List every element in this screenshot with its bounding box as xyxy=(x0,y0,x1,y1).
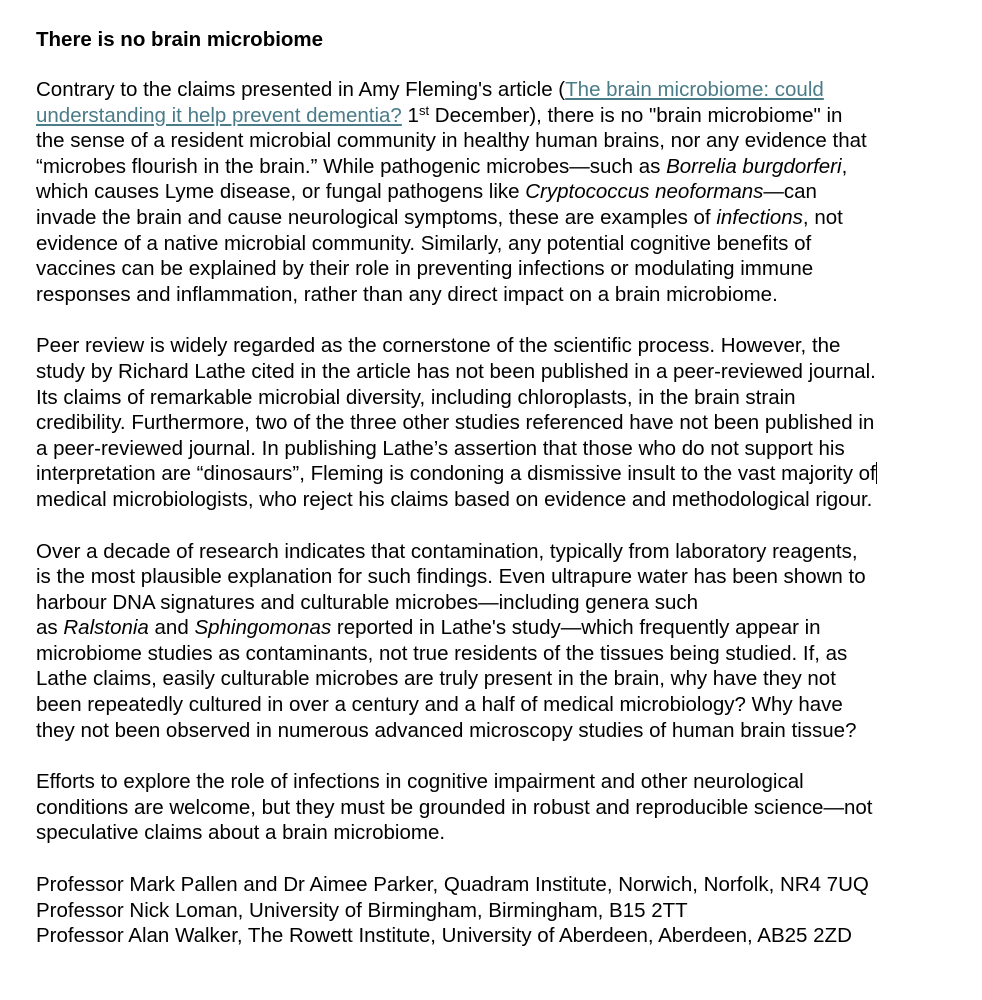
paragraph-1-line xyxy=(36,154,962,180)
text-run: which causes Lyme disease, or fungal pathogens like xyxy=(36,180,526,204)
article-link-continued[interactable]: understanding it help prevent dementia? xyxy=(36,103,402,127)
signature-line: Professor Alan Walker, The Rowett Institute, University of Aberdeen, Aberdeen, AB25 2ZD xyxy=(36,924,852,948)
paragraph-4-line: conditions are welcome, but they must be grounded in robust and reproducible science—not xyxy=(36,795,873,819)
paragraph-1-line: evidence of a native microbial community. Similarly, any potential cognitive benefits of xyxy=(36,231,812,255)
paragraph-4 xyxy=(36,769,962,846)
paragraph-1-line: vaccines can be explained by their role in preventing infections or modulating immune xyxy=(36,257,814,281)
paragraph-3 xyxy=(36,539,962,744)
ordinal-suffix: st xyxy=(418,102,430,118)
paragraph-2-line: study by Richard Lathe cited in the article has not been published in a peer-reviewed journal. xyxy=(36,359,876,383)
paragraph-1 xyxy=(36,77,962,307)
paragraph-1-line xyxy=(36,205,962,231)
paragraph-3-line: microbiome studies as contaminants, not true residents of the tissues being studied. If, as xyxy=(36,641,848,665)
paragraph-3-line: Over a decade of research indicates that contamination, typically from laboratory reagents, xyxy=(36,539,858,563)
paragraph-1-line: responses and inflammation, rather than any direct impact on a brain microbiome. xyxy=(36,282,778,306)
paragraph-2-line: credibility. Furthermore, two of the three other studies referenced have not been published in xyxy=(36,411,875,435)
signature-line: Professor Nick Loman, University of Birmingham, Birmingham, B15 2TT xyxy=(36,898,688,922)
text-run: invade the brain and cause neurological symptoms, these are examples of xyxy=(36,205,717,229)
emphasis-italic: infections xyxy=(716,205,803,229)
text-run: as xyxy=(36,616,64,640)
paragraph-3-line: is the most plausible explanation for such findings. Even ultrapure water has been shown to xyxy=(36,565,866,589)
text-run: , not xyxy=(802,205,843,229)
text-run: “microbes flourish in the brain.” While pathogenic microbes—such as xyxy=(36,154,667,178)
letter-title: There is no brain microbiome xyxy=(36,28,324,51)
text-run: reported in Lathe's study—which frequently appear in xyxy=(331,616,821,640)
paragraph-1-line xyxy=(36,179,962,205)
paragraph-2-line: a peer-reviewed journal. In publishing Lathe’s assertion that those who do not support his xyxy=(36,436,845,460)
paragraph-1-line xyxy=(36,77,962,103)
paragraph-1-line: the sense of a resident microbial community in healthy human brains, nor any evidence that xyxy=(36,129,867,153)
genus-name-italic: Sphingomonas xyxy=(194,616,332,640)
paragraph-2-line: Peer review is widely regarded as the cornerstone of the scientific process. However, the xyxy=(36,334,841,358)
text-run: and xyxy=(148,616,195,640)
paragraph-3-line xyxy=(36,615,962,641)
text-run: —can xyxy=(763,180,817,204)
paragraph-2-line: Its claims of remarkable microbial diversity, including chloroplasts, in the brain strain xyxy=(36,385,796,409)
article-link[interactable]: The brain microbiome: could xyxy=(565,78,824,101)
paragraph-4-line: speculative claims about a brain microbiome. xyxy=(36,821,446,845)
paragraph-3-line: been repeatedly cultured in over a century and a half of medical microbiology? Why have xyxy=(36,693,843,717)
paragraph-3-line: harbour DNA signatures and culturable microbes—including genera such xyxy=(36,590,699,614)
paragraph-3-line: they not been observed in numerous advanced microscopy studies of human brain tissue? xyxy=(36,718,857,742)
paragraph-3-line: Lathe claims, easily culturable microbes are truly present in the brain, why have they not xyxy=(36,667,836,691)
signature-line: Professor Mark Pallen and Dr Aimee Parker, Quadram Institute, Norwich, Norfolk, NR4 7UQ xyxy=(36,873,869,897)
species-name-italic: Borrelia burgdorferi xyxy=(666,154,842,178)
paragraph-2-line: medical microbiologists, who reject his claims based on evidence and methodological rigour. xyxy=(36,487,873,511)
text-run: , xyxy=(841,154,848,178)
text-run: interpretation are “dinosaurs”, Fleming is condoning a dismissive insult to the vast majority of xyxy=(36,462,876,486)
paragraph-2-line xyxy=(36,461,962,487)
text-cursor xyxy=(876,462,877,484)
paragraph-1-line xyxy=(36,103,962,129)
signatures-block xyxy=(36,872,962,949)
text-run: 1 xyxy=(401,103,419,127)
text-run: December), there is no "brain microbiome" in xyxy=(429,103,843,127)
species-name-italic: Cryptococcus neoformans xyxy=(525,180,764,204)
paragraph-4-line: Efforts to explore the role of infections in cognitive impairment and other neurological xyxy=(36,770,804,794)
genus-name-italic: Ralstonia xyxy=(63,616,149,640)
paragraph-2 xyxy=(36,333,962,512)
text-run: Contrary to the claims presented in Amy Fleming's article ( xyxy=(36,78,566,101)
